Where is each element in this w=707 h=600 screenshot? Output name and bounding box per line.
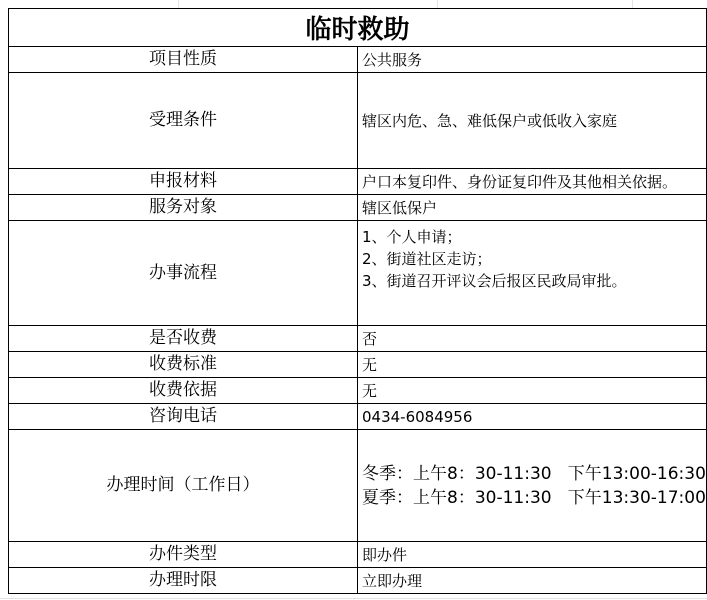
process-step: 1、个人申请； xyxy=(362,228,462,246)
table-row xyxy=(9,352,707,378)
process-step: 2、街道社区走访； xyxy=(362,250,492,268)
table-row xyxy=(9,73,707,169)
table-row xyxy=(9,430,707,542)
table-row xyxy=(9,221,707,326)
table-row xyxy=(9,542,707,568)
row-value: 0434-6084956 xyxy=(358,404,707,430)
row-label: 受理条件 xyxy=(9,73,358,169)
row-label: 办事流程 xyxy=(9,221,358,326)
sheet-gridline xyxy=(437,0,438,8)
row-value: 无 xyxy=(358,352,707,378)
row-value: 公共服务 xyxy=(358,47,707,73)
sheet-gridline xyxy=(178,0,179,8)
row-value: 辖区低保户 xyxy=(358,195,707,221)
row-value xyxy=(358,221,707,326)
row-label: 申报材料 xyxy=(9,169,358,195)
row-label: 服务对象 xyxy=(9,195,358,221)
row-value: 无 xyxy=(358,378,707,404)
sheet-gridline xyxy=(632,0,633,8)
row-label: 是否收费 xyxy=(9,326,358,352)
hours-winter: 冬季：上午8：30-11:30 下午13:00-16:30 xyxy=(362,463,706,484)
row-value: 立即办理 xyxy=(358,568,707,594)
row-label: 办件类型 xyxy=(9,542,358,568)
table-row xyxy=(9,195,707,221)
page-title: 临时救助 xyxy=(9,9,707,47)
table-row xyxy=(9,404,707,430)
table-row xyxy=(9,378,707,404)
row-label: 收费标准 xyxy=(9,352,358,378)
table-row xyxy=(9,169,707,195)
row-label: 办理时限 xyxy=(9,568,358,594)
row-value: 否 xyxy=(358,326,707,352)
row-label: 项目性质 xyxy=(9,47,358,73)
row-label: 收费依据 xyxy=(9,378,358,404)
row-label: 办理时间（工作日） xyxy=(9,430,358,542)
service-info-table xyxy=(8,8,707,594)
hours-summer: 夏季：上午8：30-11:30 下午13:30-17:00 xyxy=(362,487,706,508)
table-row xyxy=(9,568,707,594)
table-row xyxy=(9,326,707,352)
sheet-gridline xyxy=(0,598,707,599)
process-step: 3、街道召开评议会后报区民政局审批。 xyxy=(362,272,627,290)
title-row xyxy=(9,9,707,47)
row-value: 户口本复印件、身份证复印件及其他相关依据。 xyxy=(358,169,707,195)
row-label: 咨询电话 xyxy=(9,404,358,430)
table-row xyxy=(9,47,707,73)
row-value xyxy=(358,430,707,542)
row-value: 即办件 xyxy=(358,542,707,568)
row-value: 辖区内危、急、难低保户或低收入家庭 xyxy=(358,73,707,169)
